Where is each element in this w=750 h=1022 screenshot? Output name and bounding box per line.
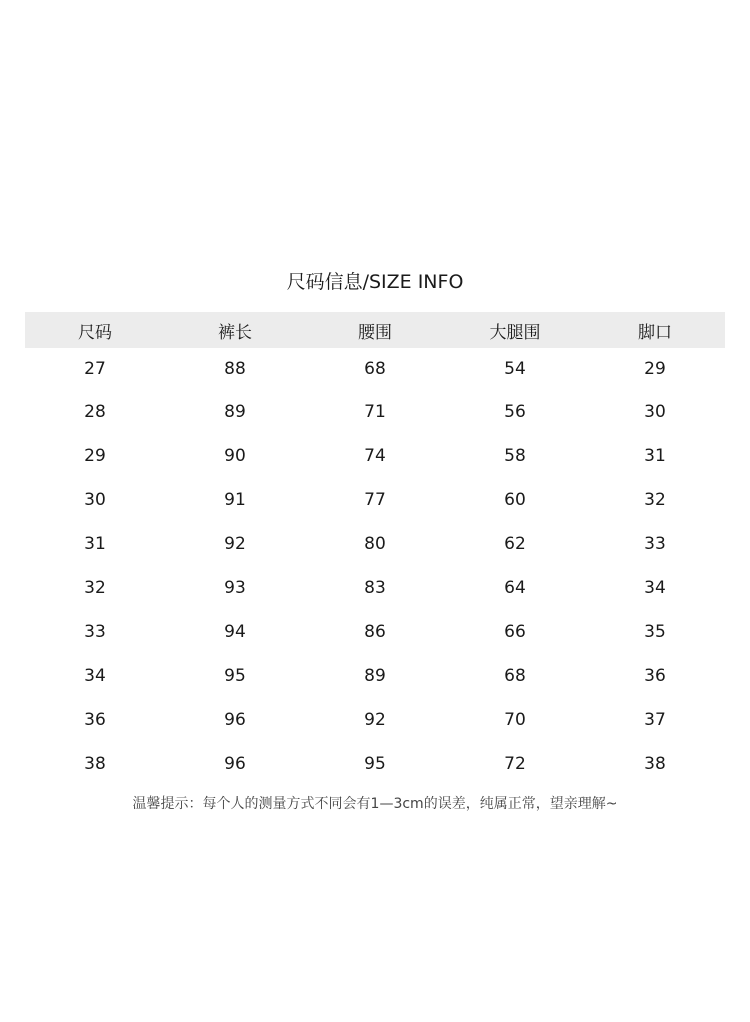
cell-thigh: 70 xyxy=(504,710,526,730)
table-row xyxy=(25,478,725,522)
cell-thigh: 54 xyxy=(504,359,526,379)
cell-thigh: 66 xyxy=(504,622,526,642)
header-pants-length: 裤长 xyxy=(165,312,305,348)
cell-pants-length: 88 xyxy=(224,359,246,379)
cell-size: 27 xyxy=(84,359,106,379)
cell-waist: 83 xyxy=(364,578,386,598)
cell-thigh: 58 xyxy=(504,446,526,466)
table-row xyxy=(25,610,725,654)
cell-size: 38 xyxy=(84,754,106,774)
cell-size: 33 xyxy=(84,622,106,642)
cell-waist: 86 xyxy=(364,622,386,642)
table-row xyxy=(25,654,725,698)
cell-leg-opening: 31 xyxy=(644,446,666,466)
cell-waist: 68 xyxy=(364,359,386,379)
cell-pants-length: 96 xyxy=(224,710,246,730)
cell-leg-opening: 30 xyxy=(644,402,666,422)
cell-waist: 95 xyxy=(364,754,386,774)
header-leg-opening: 脚口 xyxy=(585,312,725,348)
cell-leg-opening: 36 xyxy=(644,666,666,686)
cell-pants-length: 90 xyxy=(224,446,246,466)
header-size: 尺码 xyxy=(25,312,165,348)
size-table xyxy=(25,312,725,786)
header-thigh: 大腿围 xyxy=(445,312,585,348)
cell-waist: 92 xyxy=(364,710,386,730)
table-row xyxy=(25,390,725,434)
table-row xyxy=(25,434,725,478)
cell-size: 32 xyxy=(84,578,106,598)
cell-thigh: 72 xyxy=(504,754,526,774)
table-row xyxy=(25,742,725,786)
cell-leg-opening: 37 xyxy=(644,710,666,730)
cell-waist: 77 xyxy=(364,490,386,510)
cell-thigh: 68 xyxy=(504,666,526,686)
cell-leg-opening: 34 xyxy=(644,578,666,598)
cell-size: 31 xyxy=(84,534,106,554)
cell-thigh: 62 xyxy=(504,534,526,554)
cell-leg-opening: 33 xyxy=(644,534,666,554)
cell-pants-length: 91 xyxy=(224,490,246,510)
size-table-body xyxy=(25,348,725,786)
cell-pants-length: 89 xyxy=(224,402,246,422)
table-row xyxy=(25,566,725,610)
cell-leg-opening: 35 xyxy=(644,622,666,642)
cell-thigh: 64 xyxy=(504,578,526,598)
cell-waist: 71 xyxy=(364,402,386,422)
cell-size: 36 xyxy=(84,710,106,730)
cell-pants-length: 95 xyxy=(224,666,246,686)
cell-leg-opening: 38 xyxy=(644,754,666,774)
table-row xyxy=(25,522,725,566)
cell-waist: 74 xyxy=(364,446,386,466)
cell-size: 29 xyxy=(84,446,106,466)
cell-size: 28 xyxy=(84,402,106,422)
cell-pants-length: 96 xyxy=(224,754,246,774)
measurement-note: 温馨提示：每个人的测量方式不同会有1—3cm的误差，纯属正常，望亲理解~ xyxy=(132,796,618,812)
size-table-header-row xyxy=(25,312,725,348)
cell-waist: 89 xyxy=(364,666,386,686)
cell-leg-opening: 29 xyxy=(644,359,666,379)
cell-pants-length: 92 xyxy=(224,534,246,554)
cell-pants-length: 93 xyxy=(224,578,246,598)
table-row xyxy=(25,698,725,742)
header-waist: 腰围 xyxy=(305,312,445,348)
table-row xyxy=(25,348,725,390)
size-table-header xyxy=(25,312,725,348)
cell-size: 34 xyxy=(84,666,106,686)
cell-waist: 80 xyxy=(364,534,386,554)
cell-pants-length: 94 xyxy=(224,622,246,642)
cell-size: 30 xyxy=(84,490,106,510)
cell-thigh: 56 xyxy=(504,402,526,422)
cell-leg-opening: 32 xyxy=(644,490,666,510)
size-info-title: 尺码信息/SIZE INFO xyxy=(286,271,464,293)
cell-thigh: 60 xyxy=(504,490,526,510)
